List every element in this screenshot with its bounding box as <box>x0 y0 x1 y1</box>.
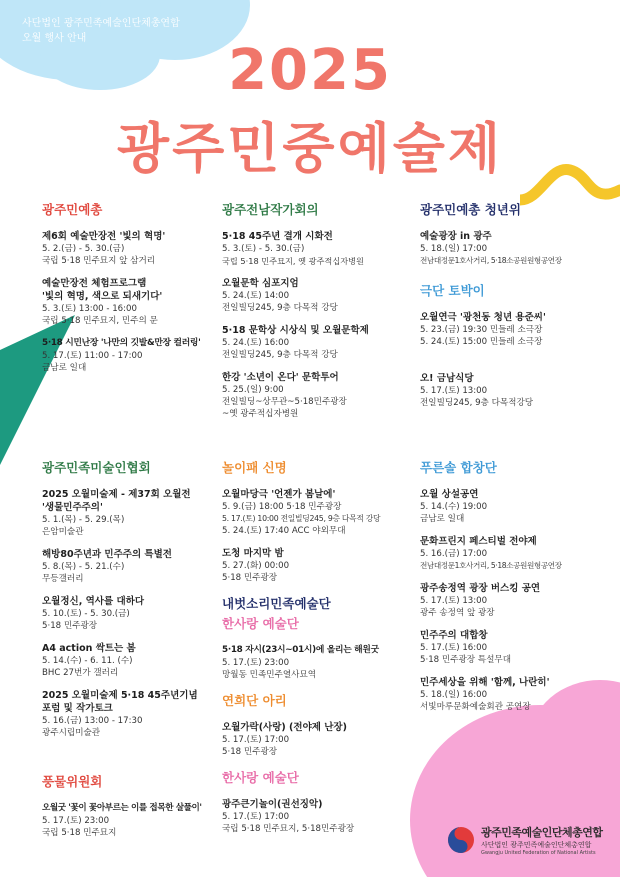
event-name: 오월연극 '광천동 청년 용준씨' <box>420 312 546 323</box>
event <box>42 595 242 632</box>
org-name: 사단법인 광주민족예술인단체총연합 <box>22 18 180 29</box>
event-venue: 무등갤러리 <box>42 574 84 584</box>
section-title: 한사랑 예술단 <box>222 616 299 631</box>
event-date: 5. 17.(토) 10:00 전일빌딩245, 9층 다목적 강당 <box>222 514 381 523</box>
event-venue: 은암미술관 <box>42 527 84 537</box>
section-title: 내벗소리민족예술단 <box>222 596 331 611</box>
event <box>420 230 605 267</box>
event-venue: 전일빌딩245, 9층 다목적강당 <box>420 398 534 408</box>
event-name: 5·18 문학상 시상식 및 오월문학제 <box>222 325 369 336</box>
section-title: 푸른솔 합창단 <box>420 460 497 475</box>
event-date: 5. 17.(토) 16:00 <box>420 643 488 653</box>
event-date: 5. 16.(금) 13:00 - 17:30 <box>42 716 143 726</box>
event-date: 5. 24.(토) 17:40 ACC 야외무대 <box>222 526 346 536</box>
event <box>420 488 605 525</box>
event-date: 5. 18.(일) 17:00 <box>420 244 488 254</box>
org-subtitle: 오월 행사 안내 <box>22 33 87 44</box>
event-name: 5·18 45주년 결개 시화전 <box>222 231 333 242</box>
event-name: 오월마당극 '언젠가 봄날에' <box>222 489 336 500</box>
event-name: 도청 마지막 밤 <box>222 548 284 559</box>
event <box>420 629 605 666</box>
event-date: 5. 25.(일) 9:00 <box>222 385 284 395</box>
event-date: 5. 17.(토) 13:00 <box>420 386 488 396</box>
section-title: 광주전남작가회의 <box>222 202 319 217</box>
event <box>222 324 422 361</box>
event <box>42 277 242 327</box>
section <box>420 281 605 409</box>
event <box>222 488 422 537</box>
column-1b <box>42 458 242 749</box>
event-name: 5·18 자시(23시~01시)에 올리는 해원굿 <box>222 645 379 655</box>
event-name: 오월 상설공연 <box>420 489 479 500</box>
event <box>42 230 242 267</box>
event-date: 5. 24.(토) 14:00 <box>222 291 290 301</box>
event-venue: 서빛마루문화예술회관 공연장 <box>420 702 531 712</box>
event-venue: 전남대정문1호사거리, 5·18소공원원형공연장 <box>420 256 562 265</box>
section <box>222 458 422 584</box>
column-2b <box>222 458 422 845</box>
event-name: 2025 오월미술제 - 제37회 오월전 '생물민주주의' <box>42 489 191 513</box>
event-venue: 전일빌딩245, 9층 다목적 강당 <box>222 350 338 360</box>
event-date: 5. 17.(토) 17:00 <box>222 735 290 745</box>
section <box>420 200 605 267</box>
event <box>42 802 242 839</box>
section-title: 광주민족미술인협회 <box>42 460 151 475</box>
event <box>420 582 605 619</box>
event-venue: 국립 5·18 민주묘지 앞 삼거리 <box>42 256 156 266</box>
event-venue: 광주 송정역 앞 광장 <box>420 608 495 618</box>
event-name: 광주송정역 광장 버스킹 공연 <box>420 583 541 594</box>
event-date: 5. 17.(토) 13:00 <box>420 596 488 606</box>
section-title: 한사랑 예술단 <box>222 770 299 785</box>
section-title: 놀이패 신명 <box>222 460 287 475</box>
event-date: 5. 18.(일) 16:00 <box>420 690 488 700</box>
event <box>420 676 605 713</box>
event <box>420 372 605 409</box>
event-name: 오월문학 심포지엄 <box>222 278 299 289</box>
event-name: 오월굿 '꽃이 꽃아부르는 이를 접목한 살풀이' <box>42 803 202 813</box>
section <box>420 458 605 713</box>
event-date: 5. 1.(목) - 5. 29.(목) <box>42 515 125 525</box>
event <box>42 689 242 739</box>
event-name: 민주세상을 위해 '함께, 나란히' <box>420 677 550 688</box>
event-venue: 망월동 민족민주열사묘역 <box>222 670 317 680</box>
event-date: 5. 17.(토) 23:00 <box>222 658 290 668</box>
event-date: 5. 17.(토) 17:00 <box>222 812 290 822</box>
event-name: 예술만장전 체험프로그램 '빛의 혁명, 색으로 되새기다' <box>42 278 163 302</box>
yin-yang-icon <box>447 826 475 854</box>
event-name: 오! 금남식당 <box>420 373 474 384</box>
event-venue: 국립 5·18 민주묘지, 민주의 문 <box>42 316 158 326</box>
event-name: 한강 '소년이 온다' 문학투어 <box>222 372 339 383</box>
column-3 <box>420 200 605 419</box>
event-date: 5. 3.(토) - 5. 30.(금) <box>222 244 305 254</box>
logo-script: 광주민족예술인단체총연합 <box>481 826 603 839</box>
event-date: 5. 27.(화) 00:00 <box>222 561 290 571</box>
event <box>222 798 422 835</box>
event-venue: 전남대정문1호사거리, 5·18소공원원형공연장 <box>420 561 562 570</box>
column-1 <box>42 200 242 384</box>
event <box>42 548 242 585</box>
event-name: 민주주의 대합창 <box>420 630 488 641</box>
event <box>222 230 422 267</box>
event-date: 5. 14.(수) - 6. 11. (수) <box>42 656 133 666</box>
section <box>222 768 422 835</box>
event-date: 5. 17.(토) 23:00 <box>42 816 110 826</box>
section-title: 극단 토박이 <box>420 283 485 298</box>
event-date: 5. 8.(목) - 5. 21.(수) <box>42 562 125 572</box>
event-venue: 국립 5·18 민주묘지, 5·18민주광장 <box>222 824 355 834</box>
event-date: 5. 16.(금) 17:00 <box>420 549 488 559</box>
event-date: 5. 17.(토) 11:00 - 17:00 <box>42 351 143 361</box>
event-venue: 5·18 민주광장 <box>222 747 278 757</box>
event-venue: 5·18 민주광장 <box>222 573 278 583</box>
event-name: 해방80주년과 민주주의 특별전 <box>42 549 172 560</box>
event <box>42 642 242 679</box>
section-title: 풍물위원회 <box>42 774 103 789</box>
org-logo <box>447 822 607 868</box>
event-venue: ~옛 광주적십자병원 <box>222 409 299 419</box>
event-venue: 광주시립미술관 <box>42 728 101 738</box>
event <box>420 311 605 348</box>
section <box>222 691 422 758</box>
event-venue: BHC 27번가 갤러리 <box>42 668 119 678</box>
section-title: 광주민예총 <box>42 202 103 217</box>
event-venue: 금남로 일대 <box>42 363 87 373</box>
event-date: 5. 24.(토) 15:00 민들레 소극장 <box>420 337 543 347</box>
column-1c <box>42 772 242 849</box>
event-date: 5. 23.(금) 19:30 민들레 소극장 <box>420 325 543 335</box>
section <box>42 772 242 839</box>
event-date: 5. 3.(토) 13:00 - 16:00 <box>42 304 137 314</box>
event <box>222 644 422 681</box>
title-main: 광주민중예술제 <box>116 117 504 180</box>
event-venue: 금남로 일대 <box>420 514 465 524</box>
event <box>42 337 242 374</box>
event-name: 오월가락(사랑) (전야제 난장) <box>222 722 347 733</box>
section <box>222 594 422 681</box>
event-venue: 전일빌딩245, 9층 다목적 강당 <box>222 303 338 313</box>
event-venue: 5·18 민주광장 <box>42 621 98 631</box>
event-venue: 5·18 민주광장 특설무대 <box>420 655 512 665</box>
event <box>222 277 422 314</box>
event <box>42 488 242 538</box>
event-name: 5·18 시민난장 '나만의 깃발&만장 컬러링' <box>42 338 201 348</box>
event <box>222 371 422 420</box>
event-date: 5. 10.(토) - 5. 30.(금) <box>42 609 130 619</box>
event <box>222 721 422 758</box>
logo-english: Gwangju United Federation of National Artists <box>481 850 596 856</box>
event-name: 오월정신, 역사를 대하다 <box>42 596 144 607</box>
event-date: 5. 2.(금) - 5. 30.(금) <box>42 244 125 254</box>
event <box>222 547 422 584</box>
event-date: 5. 24.(토) 16:00 <box>222 338 290 348</box>
column-2 <box>222 200 422 430</box>
event-name: A4 action 싹트는 봄 <box>42 643 136 654</box>
event <box>420 535 605 572</box>
section <box>42 458 242 739</box>
column-3b <box>420 458 605 723</box>
logo-subtitle: 사단법인 광주민족예술인단체총연합 <box>481 841 592 849</box>
event-name: 광주큰기놀이(권선징악) <box>222 799 323 810</box>
section <box>222 200 422 420</box>
event-venue: 전일빌딩~상무관~5·18민주광장 <box>222 397 347 407</box>
event-venue: 국립 5·18 민주묘지 <box>42 828 117 838</box>
event-date: 5. 14.(수) 19:00 <box>420 502 488 512</box>
event-date: 5. 9.(금) 18:00 5·18 민주광장 <box>222 502 342 512</box>
event-venue: 국립 5·18 민주묘지, 옛 광주적십자병원 <box>222 256 364 266</box>
title-year: 2025 <box>228 38 392 103</box>
section-title: 광주민예총 청년위 <box>420 202 521 217</box>
event-name: 예술광장 in 광주 <box>420 231 492 242</box>
event-name: 제6회 예술만장전 '빛의 혁명' <box>42 231 166 242</box>
event-name: 2025 오월미술제 5·18 45주년기념 포럼 및 작가토크 <box>42 690 198 714</box>
section <box>42 200 242 374</box>
section-title: 연희단 아리 <box>222 693 287 708</box>
event-name: 문화프린지 페스티벌 전야제 <box>420 536 537 547</box>
